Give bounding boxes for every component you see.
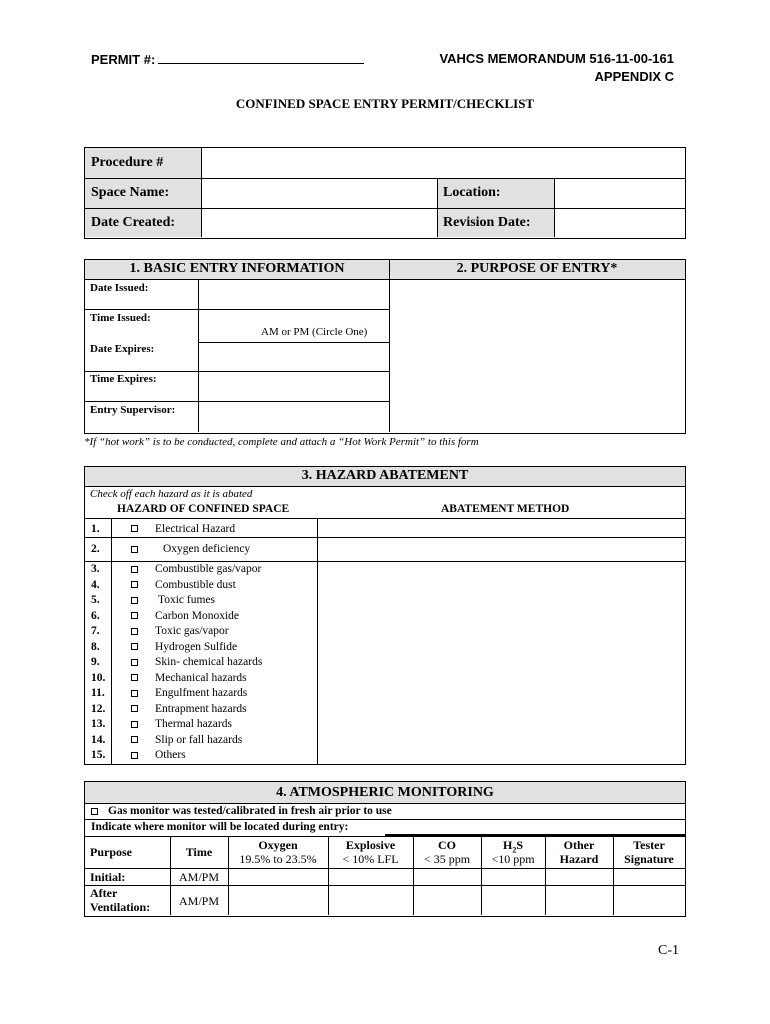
after-ventilation-time: AM/PM	[178, 894, 219, 908]
hazard-checkbox[interactable]	[131, 566, 138, 573]
hazard-checkbox[interactable]	[131, 643, 138, 650]
abatement-method-field[interactable]	[318, 639, 685, 654]
tester-header: Tester	[633, 838, 665, 852]
hazard-checkbox[interactable]	[131, 581, 138, 588]
date-issued-field[interactable]	[199, 280, 389, 309]
co-range: < 35 ppm	[423, 852, 471, 866]
hazard-row	[85, 577, 685, 592]
divider	[85, 803, 685, 804]
divider	[85, 486, 685, 487]
divider	[201, 148, 202, 237]
entry-supervisor-field[interactable]	[199, 402, 389, 432]
divider	[228, 836, 229, 915]
hazard-checkbox[interactable]	[131, 721, 138, 728]
space-name-label: Space Name:	[85, 178, 201, 208]
hazard-row	[85, 520, 685, 537]
hazard-row	[85, 592, 685, 608]
time-expires-field[interactable]	[199, 372, 389, 401]
memo-reference	[439, 50, 674, 86]
ventilation-label: Ventilation:	[90, 900, 151, 914]
hazard-row	[85, 561, 685, 577]
hazard-number: 6.	[91, 609, 100, 622]
time-expires-label: Time Expires:	[90, 373, 157, 385]
hazard-label: Mechanical hazards	[155, 671, 247, 684]
abatement-method-field[interactable]	[318, 537, 685, 561]
abatement-method-field[interactable]	[318, 670, 685, 685]
hazard-label: Others	[155, 749, 186, 761]
divider	[85, 868, 685, 869]
procedure-box	[84, 147, 686, 239]
hazard-checkbox[interactable]	[131, 690, 138, 697]
hazard-label: Oxygen deficiency	[163, 543, 251, 555]
h2s-h: H	[502, 838, 513, 852]
oxygen-range: 19.5% to 23.5%	[239, 852, 317, 866]
basic-entry-section	[84, 259, 686, 434]
permit-number-field	[91, 50, 364, 67]
hazard-label: Thermal hazards	[155, 718, 232, 730]
revision-date-field[interactable]	[554, 208, 685, 237]
time-header: Time	[185, 845, 213, 859]
abatement-method-field[interactable]	[318, 685, 685, 701]
date-expires-field[interactable]	[199, 343, 389, 371]
document-title: CONFINED SPACE ENTRY PERMIT/CHECKLIST	[235, 96, 535, 111]
hazard-label: Carbon Monoxide	[155, 609, 240, 622]
appendix-label: APPENDIX C	[594, 69, 674, 84]
date-issued-label: Date Issued:	[90, 282, 149, 294]
divider	[85, 178, 685, 179]
hazard-abatement-section	[84, 466, 686, 765]
abatement-method-field[interactable]	[318, 577, 685, 592]
hazard-label: Combustible dust	[155, 578, 236, 591]
hazard-number: 1.	[91, 522, 100, 535]
hazard-checkbox[interactable]	[131, 674, 138, 681]
permit-number-blank[interactable]	[158, 50, 364, 64]
hazard-row	[85, 623, 685, 639]
hazard-row	[85, 639, 685, 654]
divider	[85, 309, 389, 310]
hot-work-note: *If “hot work” is to be conducted, complete and attach a “Hot Work Permit” to this form	[84, 436, 479, 448]
gas-monitor-label: Gas monitor was tested/calibrated in fresh air prior to use	[108, 805, 392, 817]
hazard-label: Engulfment hazards	[155, 687, 248, 699]
initial-time: AM/PM	[178, 870, 219, 884]
abatement-method-field[interactable]	[318, 747, 685, 763]
hazard-checkbox[interactable]	[131, 597, 138, 604]
hazard-label: Electrical Hazard	[155, 522, 236, 535]
hazard-number: 7.	[91, 625, 100, 637]
section1-heading: 1. BASIC ENTRY INFORMATION	[129, 261, 345, 276]
hazard-label: Entrapment hazards	[155, 702, 247, 715]
hazard-number: 10.	[91, 671, 106, 684]
abatement-method-field[interactable]	[318, 654, 685, 670]
abatement-method-field[interactable]	[318, 716, 685, 732]
check-off-instruction: Check off each hazard as it is abated	[90, 488, 253, 500]
abatement-column-header: ABATEMENT METHOD	[441, 503, 570, 515]
permit-label: PERMIT #:	[91, 52, 156, 67]
h2s-s: S	[516, 838, 524, 852]
after-label: After	[90, 886, 118, 900]
date-created-label: Date Created:	[85, 208, 201, 237]
hazard-number: 12.	[91, 702, 106, 715]
divider	[85, 518, 685, 519]
hazard-label: Hydrogen Sulfide	[155, 640, 238, 653]
location-field[interactable]	[554, 178, 685, 208]
hazard-number: 15.	[91, 749, 106, 761]
signature-header: Signature	[624, 852, 674, 866]
abatement-method-field[interactable]	[318, 561, 685, 577]
abatement-method-field[interactable]	[318, 732, 685, 747]
hazard-checkbox[interactable]	[131, 628, 138, 635]
divider	[613, 836, 614, 915]
hazard-header: Hazard	[559, 852, 599, 866]
hazard-label: Slip or fall hazards	[155, 733, 243, 746]
page-number: C-1	[658, 943, 679, 958]
explosive-range: < 10% LFL	[342, 852, 399, 866]
hazard-checkbox[interactable]	[131, 659, 138, 666]
divider	[85, 885, 685, 886]
initial-label: Initial:	[90, 870, 126, 884]
hazard-label: Combustible gas/vapor	[155, 563, 262, 575]
divider	[85, 819, 685, 820]
hazard-number: 11.	[91, 687, 105, 699]
hazard-checkbox[interactable]	[131, 525, 138, 532]
hazard-label: Toxic gas/vapor	[155, 625, 229, 637]
location-label: Location:	[437, 178, 554, 208]
hazard-number: 2.	[91, 543, 100, 555]
hazard-number: 4.	[91, 578, 100, 591]
section2-heading: 2. PURPOSE OF ENTRY*	[456, 261, 618, 276]
monitor-location-label: Indicate where monitor will be located during entry:	[91, 821, 349, 833]
revision-date-label: Revision Date:	[437, 208, 554, 237]
hazard-checkbox[interactable]	[131, 705, 138, 712]
hazard-number: 3.	[91, 563, 100, 575]
purpose-header: Purpose	[90, 845, 132, 859]
divider	[413, 836, 414, 915]
abatement-method-field[interactable]	[318, 701, 685, 716]
divider	[437, 178, 438, 237]
hazard-row	[85, 701, 685, 716]
hazard-number: 14.	[91, 733, 106, 746]
hazard-row	[85, 608, 685, 623]
other-header: Other	[563, 838, 595, 852]
abatement-method-field[interactable]	[318, 520, 685, 537]
date-expires-label: Date Expires:	[90, 343, 155, 355]
hazard-row	[85, 654, 685, 670]
am-pm-circle-one: AM or PM (Circle One)	[261, 326, 368, 338]
hazard-checkbox[interactable]	[131, 736, 138, 743]
hazard-row	[85, 747, 685, 763]
purpose-of-entry-field[interactable]	[390, 280, 685, 432]
hazard-number: 8.	[91, 640, 100, 653]
divider	[170, 836, 171, 915]
entry-supervisor-label: Entry Supervisor:	[90, 404, 176, 416]
divider	[545, 836, 546, 915]
hazard-row	[85, 716, 685, 732]
gas-monitor-check-row	[91, 805, 392, 817]
h2s-range: <10 ppm	[491, 852, 535, 866]
hazard-checkbox[interactable]	[131, 612, 138, 619]
h2s-subscript: 2	[512, 845, 517, 855]
date-created-field[interactable]	[201, 208, 437, 237]
procedure-field[interactable]	[201, 148, 685, 178]
procedure-label: Procedure #	[85, 148, 201, 178]
divider	[328, 836, 329, 915]
abatement-method-field[interactable]	[318, 623, 685, 639]
co-header: CO	[438, 838, 456, 852]
divider	[85, 836, 685, 837]
divider	[481, 836, 482, 915]
section3-heading: 3. HAZARD ABATEMENT	[301, 468, 469, 483]
divider	[85, 208, 685, 209]
hazard-row	[85, 670, 685, 685]
hazard-row	[85, 732, 685, 747]
hazard-checkbox[interactable]	[131, 546, 138, 553]
gas-monitor-checkbox[interactable]	[91, 808, 98, 815]
hazard-label: Skin- chemical hazards	[155, 656, 263, 668]
abatement-method-field[interactable]	[318, 592, 685, 608]
hazard-number: 5.	[91, 594, 100, 606]
hazard-column-header: HAZARD OF CONFINED SPACE	[117, 503, 290, 515]
time-issued-label: Time Issued:	[90, 312, 151, 324]
space-name-field[interactable]	[201, 178, 437, 208]
hazard-row	[85, 537, 685, 561]
abatement-method-field[interactable]	[318, 608, 685, 623]
hazard-number: 13.	[91, 718, 106, 730]
section4-heading: 4. ATMOSPHERIC MONITORING	[276, 785, 494, 800]
hazard-label: Toxic fumes	[158, 594, 216, 606]
atmospheric-monitoring-section	[84, 781, 686, 917]
hazard-checkbox[interactable]	[131, 752, 138, 759]
hazard-number: 9.	[91, 656, 100, 668]
oxygen-header: Oxygen	[258, 838, 298, 852]
explosive-header: Explosive	[345, 838, 396, 852]
hazard-row	[85, 685, 685, 701]
divider	[554, 178, 555, 237]
memo-number: VAHCS MEMORANDUM 516-11-00-161	[439, 51, 674, 66]
